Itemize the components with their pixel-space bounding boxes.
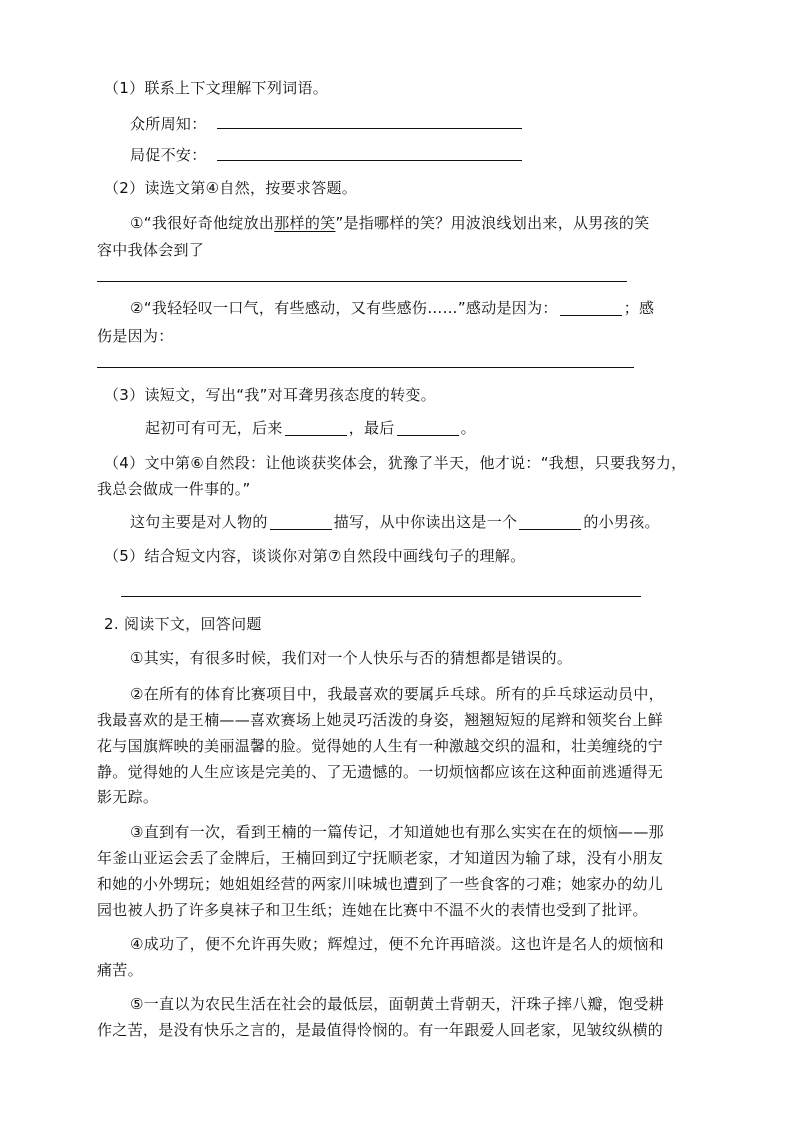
q3-blank-finally[interactable] [397,421,459,436]
section2-p2-line: 静。觉得她的人生应该是完美的、了无遗憾的。一切烦恼都应该在这种面前逃遁得无 [97,763,664,781]
q2-sub2-answer-line[interactable] [97,367,634,368]
q5-prompt: （5）结合短文内容，谈谈你对第⑦自然段中画线句子的理解。 [104,547,526,565]
q1-prompt: （1）联系上下文理解下列词语。 [104,79,329,97]
q4-fill-line [130,512,660,532]
section2-p2-line: 影无踪。 [97,788,159,806]
section2-p2-line: ②在所有的体育比赛项目中，我最喜欢的要属乒乓球。所有的乒乓球运动员中， [130,685,664,703]
q2-sub1-line1 [130,213,650,233]
q2-sub2-text-b: ；感 [623,299,655,317]
q3-blank-later[interactable] [285,421,347,436]
section2-p5-line: 作之苦，是没有快乐之言的，是最值得怜悯的。有一年跟爱人回老家，见皱纹纵横的 [97,1021,664,1039]
q4-fill-c: 的小男孩。 [583,513,660,531]
q3-fill-c: 。 [460,419,476,437]
q4-line2: 我总会做成一件事的。” [97,480,251,498]
q4-blank-description[interactable] [270,515,332,530]
q2-sub1-answer-line[interactable] [97,281,627,282]
section2-p4-line: 痛苦。 [97,961,143,979]
q2-sub2-blank[interactable] [560,301,622,316]
section2-p3-line: 园也被人扔了许多臭袜子和卫生纸；连她在比赛中不温不火的表情也受到了批评。 [97,901,648,919]
q2-sub1-text-b: ”是指哪样的笑？用波浪线划出来，从男孩的笑 [335,214,650,232]
q2-sub1-text-a: ①“我很好奇他绽放出 [130,214,275,232]
q1-term2-label: 局促不安： [130,146,207,164]
q2-sub2-text-a: ②“我轻轻叹一口气，有些感动，又有些感伤……”感动是因为： [130,299,558,317]
q2-sub1-underlined: 那样的笑 [274,214,336,232]
q3-prompt: （3）读短文，写出“我”对耳聋男孩态度的转变。 [104,386,436,404]
q5-answer-line[interactable] [121,596,641,597]
section2-p3-line: ③直到有一次，看到王楠的一篇传记，才知道她也有那么实实在在的烦恼——那 [130,823,664,841]
q4-line1: （4）文中第⑥自然段：让他谈获奖体会，犹豫了半天，他才说：“我想，只要我努力， [104,454,687,472]
q2-sub1-line2: 容中我体会到了 [97,241,205,259]
q1-term1-label: 众所周知： [130,115,207,133]
q4-fill-a: 这句主要是对人物的 [130,513,268,531]
q2-sub2-line2: 伤是因为： [97,327,174,345]
q4-fill-b: 描写，从中你读出这是一个 [333,513,518,531]
section2-p5-line: ⑤一直以为农民生活在社会的最低层，面朝黄土背朝天，汗珠子摔八瓣，饱受耕 [130,995,664,1013]
q3-fill-a: 起初可有可无，后来 [145,419,283,437]
q3-fill-line [145,418,476,438]
section2-p2-line: 花与国旗辉映的美丽温馨的脸。觉得她的人生有一种激越交织的温和，壮美缠绕的宁 [97,737,664,755]
section2-p3-line: 年釜山亚运会丢了金牌后，王楠回到辽宁抚顺老家，才知道因为输了球，没有小朋友 [97,849,664,867]
q4-blank-boy[interactable] [519,515,581,530]
section2-p3-line: 和她的小外甥玩；她姐姐经营的两家川味城也遭到了一些食客的刁难；她家办的幼儿 [97,875,664,893]
q3-fill-b: ，最后 [348,419,395,437]
section2-heading: 2. 阅读下文，回答问题 [104,615,262,633]
section2-p2-line: 我最喜欢的是王楠——喜欢赛场上她灵巧活泼的身姿，翘翘短短的尾辫和领奖台上鲜 [97,711,664,729]
q2-sub2-line1 [130,298,654,318]
q1-term2-answer-line[interactable] [217,160,522,161]
q1-term1-answer-line[interactable] [217,128,522,129]
section2-p4-line: ④成功了，便不允许再失败；辉煌过，便不允许再暗淡。这也许是名人的烦恼和 [130,935,664,953]
section2-p1: ①其实，有很多时候，我们对一个人快乐与否的猜想都是错误的。 [130,649,573,667]
q2-prompt: （2）读选文第④自然，按要求答题。 [104,179,358,197]
